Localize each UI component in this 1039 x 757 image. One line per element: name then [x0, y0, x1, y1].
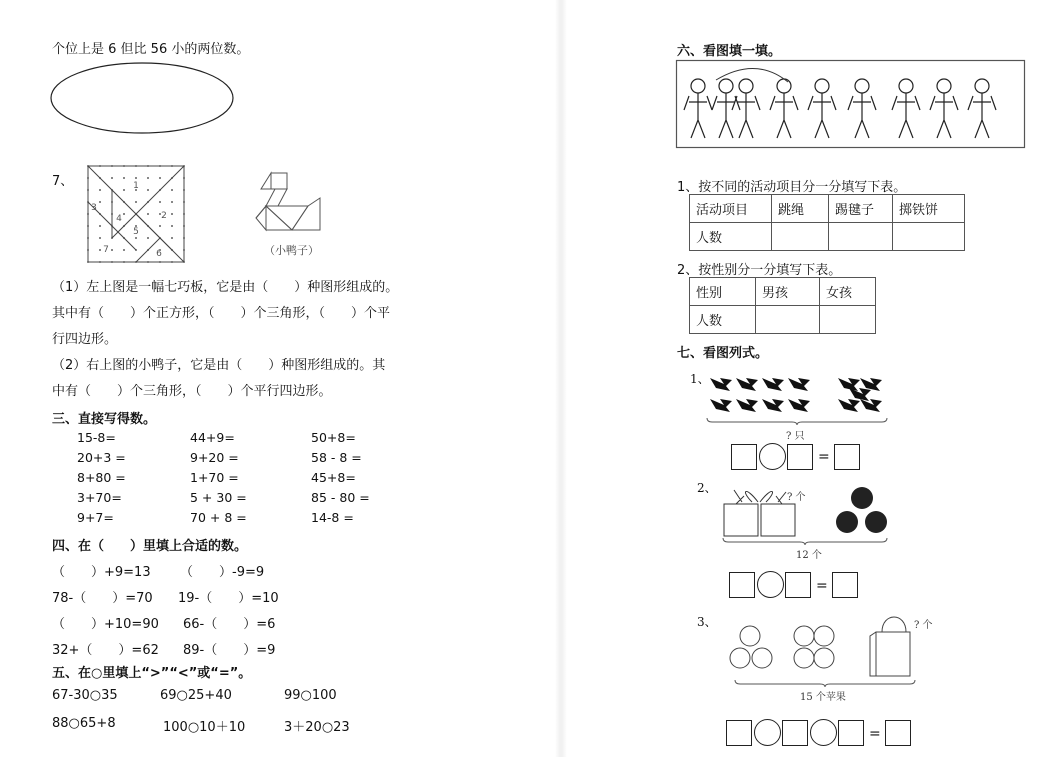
apple-mark: [814, 648, 834, 668]
p2-number: 2、: [697, 481, 717, 495]
fill-item: 78-（ ）=70: [52, 591, 153, 606]
grid-dot: [135, 237, 137, 239]
grid-dot: [135, 201, 137, 203]
bird-mark: [710, 399, 732, 412]
grid-dot: [171, 237, 173, 239]
p3-number: 3、: [697, 615, 717, 629]
table-input-cell[interactable]: [829, 223, 893, 251]
brace-3: [734, 680, 916, 688]
equals-sign: =: [818, 449, 830, 465]
section4-title: 四、在（ ）里填上合适的数。: [52, 539, 248, 554]
equals-sign: =: [816, 578, 828, 594]
grid-dot: [171, 201, 173, 203]
table-input-cell[interactable]: [772, 223, 829, 251]
calc-item: 45+8=: [311, 470, 356, 485]
tangram-label-1: 1: [133, 181, 139, 191]
bird-mark: [762, 378, 784, 391]
section7-title: 七、看图列式。: [677, 346, 769, 361]
table-header-cell: 跳绳: [772, 195, 829, 223]
answer-box[interactable]: [785, 572, 811, 598]
q7-line-4: （2）右上图的小鸭子，它是由（ ）种图形组成的。其: [52, 358, 386, 373]
bird-mark: [849, 388, 871, 401]
table-input-cell[interactable]: [893, 223, 965, 251]
calc-item: 15-8=: [77, 430, 116, 445]
bird-mark: [788, 399, 810, 412]
tangram-label-7: 7: [103, 245, 109, 255]
tangram-label-2: 2: [161, 211, 167, 221]
compare-item: 67-30○35: [52, 688, 118, 703]
operator-circle[interactable]: [754, 719, 781, 746]
grid-dot: [99, 237, 101, 239]
calc-item: 8+80 =: [77, 470, 126, 485]
operator-circle[interactable]: [757, 571, 784, 598]
answer-box[interactable]: [838, 720, 864, 746]
brace-1: [706, 418, 888, 426]
tangram-label-5: 5: [133, 227, 139, 237]
calc-item: 44+9=: [190, 430, 235, 445]
tangram-label-4: 4: [116, 214, 122, 224]
bird-mark: [762, 399, 784, 412]
p3-label: 15 个苹果: [800, 692, 846, 703]
bird-mark: [838, 378, 860, 391]
section3-title: 三、直接写得数。: [52, 412, 157, 427]
grid-dot: [147, 237, 149, 239]
grid-dot: [171, 189, 173, 191]
table-header-cell: 活动项目: [690, 195, 772, 223]
fill-item: 32+（ ）=62: [52, 643, 159, 658]
operator-circle[interactable]: [759, 443, 786, 470]
grid-dot: [159, 177, 161, 179]
brace-2: [722, 538, 888, 546]
calc-item: 85 - 80 =: [311, 490, 370, 505]
p2-label: 12 个: [796, 550, 822, 561]
apple-mark: [794, 626, 814, 646]
calc-item: 3+70=: [77, 490, 122, 505]
grid-dot: [171, 225, 173, 227]
answer-box[interactable]: [729, 572, 755, 598]
table-input-cell[interactable]: [820, 306, 876, 334]
calc-item: 70 + 8 =: [190, 510, 247, 525]
section6-q1: 1、按不同的活动项目分一分填写下表。: [677, 180, 907, 195]
apple-mark: [814, 626, 834, 646]
grid-dot: [159, 201, 161, 203]
grid-dot: [171, 213, 173, 215]
calc-item: 20+3 =: [77, 450, 126, 465]
bird-mark: [710, 378, 732, 391]
table-header-cell: 掷铁饼: [893, 195, 965, 223]
tangram-label-6: 6: [156, 249, 162, 259]
calc-item: 58 - 8 =: [311, 450, 362, 465]
section5-title: 五、在○里填上“>”“<”或“=”。: [52, 666, 252, 681]
bird-mark: [788, 378, 810, 391]
grid-dot: [159, 225, 161, 227]
grid-dot: [99, 189, 101, 191]
calc-item: 9+20 =: [190, 450, 239, 465]
birds-picture: [706, 372, 886, 418]
fill-item: 89-（ ）=9: [183, 643, 276, 658]
section6-q2: 2、按性别分一分填写下表。: [677, 263, 842, 278]
fill-item: 66-（ ）=6: [183, 617, 276, 632]
p2-question: ? 个: [787, 492, 806, 503]
tangram-figure: [88, 166, 184, 262]
table-row-label: 人数: [690, 223, 772, 251]
activity-table: [689, 194, 965, 251]
apple-mark: [740, 626, 760, 646]
gender-table: [689, 277, 876, 334]
child-figure: [892, 79, 920, 138]
compare-item: 100○10＋10: [163, 720, 246, 735]
bird-mark: [860, 399, 882, 412]
child-figure: [712, 79, 740, 138]
apples-and-bag-picture: [730, 614, 920, 680]
answer-box[interactable]: [731, 444, 757, 470]
q7-line-5: 中有（ ）个三角形，（ ）个平行四边形。: [52, 384, 332, 399]
answer-oval: [50, 62, 236, 136]
gift-and-apples-picture: [722, 484, 892, 540]
calc-item: 14-8 =: [311, 510, 354, 525]
compare-item: 99○100: [284, 688, 337, 703]
compare-item: 88○65+8: [52, 716, 116, 731]
grid-dot: [111, 249, 113, 251]
table-header-cell: 性别: [690, 278, 756, 306]
q7-line-2: 其中有（ ）个正方形，（ ）个三角形，（ ）个平: [52, 306, 391, 321]
grid-dot: [123, 213, 125, 215]
grid-dot: [99, 201, 101, 203]
children-activity-picture: [676, 60, 1025, 148]
bird-mark: [736, 378, 758, 391]
grid-dot: [123, 249, 125, 251]
tangram-label-3: 3: [91, 203, 97, 213]
fill-item: （ ）-9=9: [180, 565, 265, 580]
grid-dot: [111, 177, 113, 179]
apple-mark: [794, 648, 814, 668]
p3-question: ? 个: [914, 620, 933, 631]
grid-dot: [147, 213, 149, 215]
fill-item: 19-（ ）=10: [178, 591, 279, 606]
calc-item: 5 + 30 =: [190, 490, 247, 505]
q7-number: 7、: [52, 174, 74, 189]
apple-mark: [752, 648, 772, 668]
duck-caption: （小鸭子）: [264, 244, 319, 257]
compare-item: 3＋20○23: [284, 720, 350, 735]
answer-box[interactable]: [834, 444, 860, 470]
fill-item: （ ）+10=90: [52, 617, 159, 632]
p1-number: 1、: [690, 372, 710, 386]
p1-label: ? 只: [786, 431, 805, 442]
calc-item: 9+7=: [77, 510, 114, 525]
answer-box[interactable]: [832, 572, 858, 598]
grid-dot: [99, 225, 101, 227]
page-gutter: [555, 0, 567, 757]
answer-box[interactable]: [726, 720, 752, 746]
apple-mark: [730, 648, 750, 668]
table-input-cell[interactable]: [756, 306, 820, 334]
grid-dot: [99, 249, 101, 251]
operator-circle[interactable]: [810, 719, 837, 746]
calc-item: 50+8=: [311, 430, 356, 445]
bird-mark: [736, 399, 758, 412]
equals-sign: =: [869, 726, 881, 742]
q7-line-1: （1）左上图是一幅七巧板，它是由（ ）种图形组成的。: [52, 280, 399, 295]
grid-dot: [123, 177, 125, 179]
answer-box[interactable]: [787, 444, 813, 470]
answer-box[interactable]: [782, 720, 808, 746]
table-header-cell: 男孩: [756, 278, 820, 306]
bird-mark: [838, 399, 860, 412]
child-figure: [848, 79, 876, 138]
child-figure: [808, 79, 836, 138]
grid-dot: [147, 177, 149, 179]
child-figure: [684, 79, 712, 138]
duck-figure: [256, 172, 326, 234]
child-figure: [770, 79, 798, 138]
section6-title: 六、看图填一填。: [677, 44, 782, 59]
table-header-cell: 踢毽子: [829, 195, 893, 223]
child-figure: [968, 79, 996, 138]
answer-box[interactable]: [885, 720, 911, 746]
fill-item: （ ）+9=13: [52, 565, 151, 580]
calc-item: 1+70 =: [190, 470, 239, 485]
grid-dot: [123, 189, 125, 191]
table-row-label: 人数: [690, 306, 756, 334]
compare-item: 69○25+40: [160, 688, 232, 703]
child-figure: [930, 79, 958, 138]
q6-text: 个位上是 6 但比 56 小的两位数。: [52, 42, 250, 57]
grid-dot: [135, 177, 137, 179]
grid-dot: [147, 189, 149, 191]
table-header-cell: 女孩: [820, 278, 876, 306]
child-figure: [732, 79, 760, 138]
q7-line-3: 行四边形。: [52, 332, 118, 347]
